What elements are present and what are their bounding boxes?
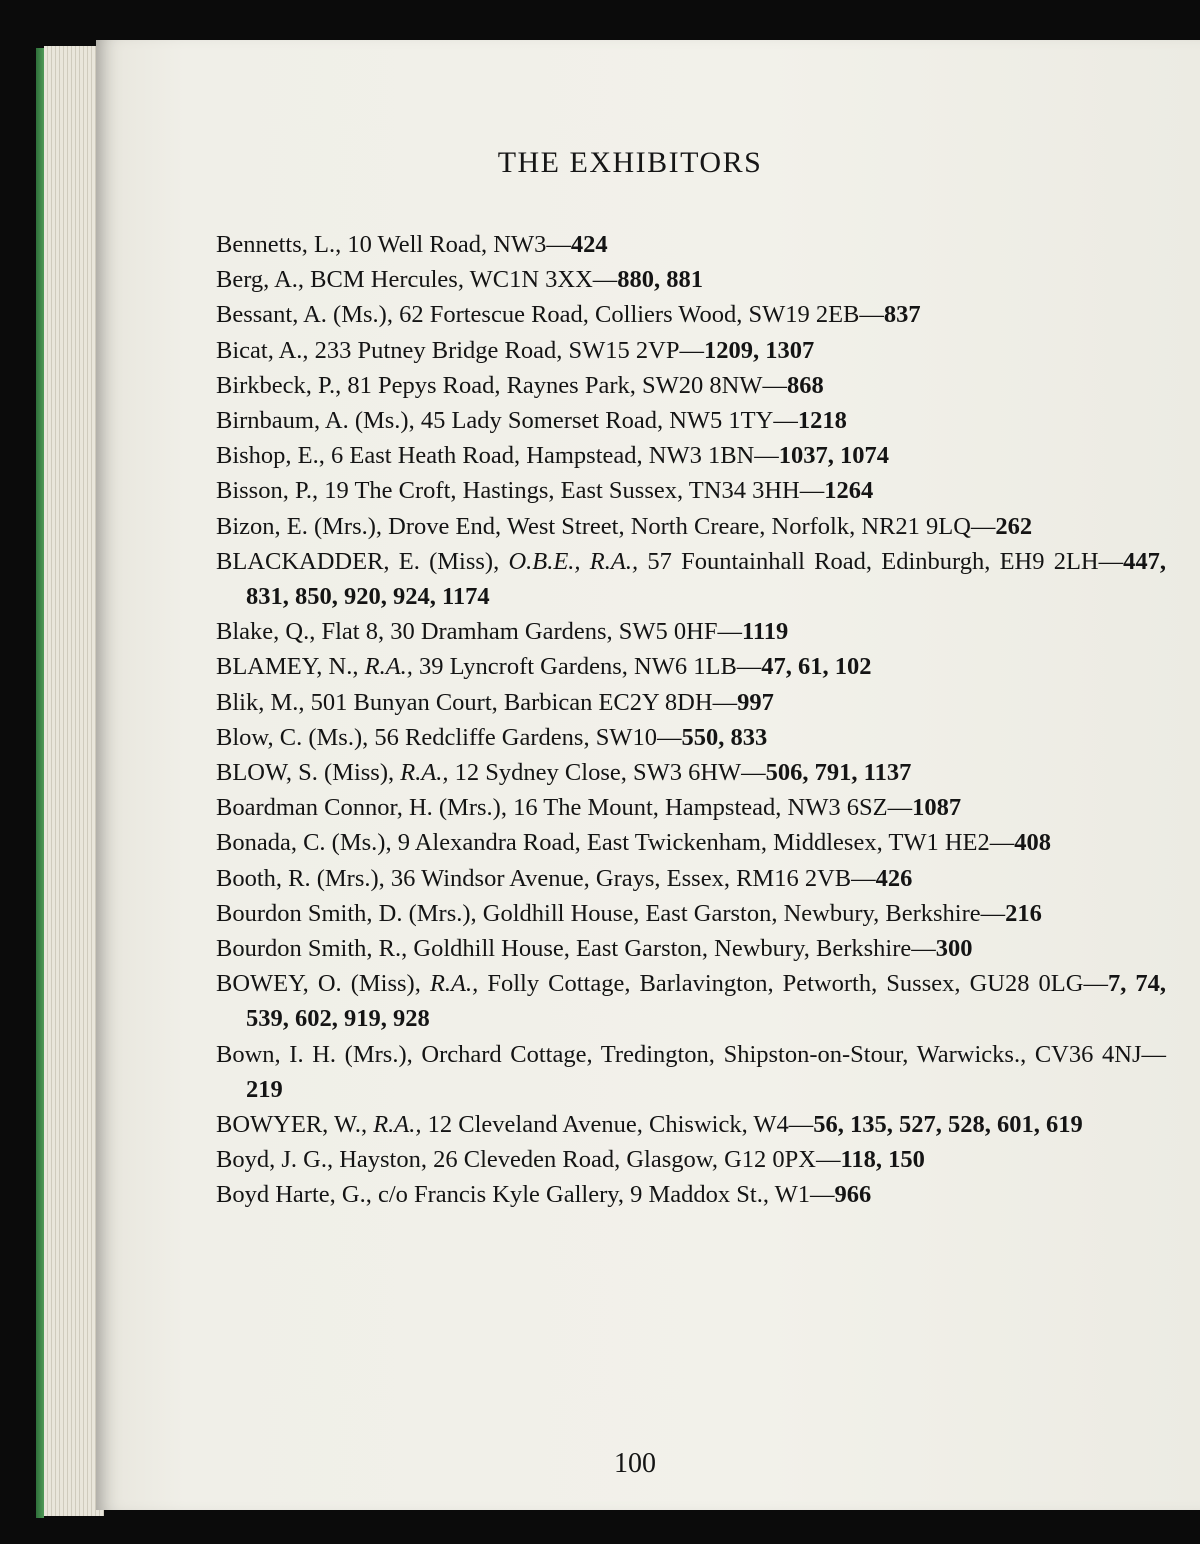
exhibitor-list <box>216 227 1166 1213</box>
catalogue-numbers: 447, 831, 850, 920, 924, 1174 <box>246 547 1166 611</box>
exhibitor-entry: Bicat, A., 233 Putney Bridge Road, SW15 2VP—1209, 1307 <box>216 336 815 364</box>
exhibitor-name: Boyd, J. G. <box>216 1146 327 1174</box>
exhibitor-entry: Bisson, P., 19 The Croft, Hastings, East Sussex, TN34 3HH—1264 <box>216 477 874 505</box>
exhibitor-name: Bessant, A. (Ms.) <box>216 301 387 329</box>
exhibitor-entry: BLOW, S. (Miss), R.A., 12 Sydney Close, SW3 6HW—506, 791, 1137 <box>216 759 912 787</box>
book-cover-edge <box>36 48 44 1518</box>
exhibitor-entry: Booth, R. (Mrs.), 36 Windsor Avenue, Grays, Essex, RM16 2VB—426 <box>216 864 913 892</box>
exhibitor-name: Bisson, P. <box>216 477 313 505</box>
exhibitor-entry: Birkbeck, P., 81 Pepys Road, Raynes Park, SW20 8NW—868 <box>216 371 824 399</box>
exhibitor-address: 62 Fortescue Road, Colliers Wood, SW19 2EB <box>399 301 860 329</box>
exhibitor-address: c/o Francis Kyle Gallery, 9 Maddox St., W1 <box>377 1181 811 1209</box>
exhibitor-name: Boardman Connor, H. (Mrs.) <box>216 794 501 822</box>
exhibitor-name: Bennetts, L. <box>216 231 336 258</box>
exhibitor-honours: O.B.E., R.A., <box>508 547 639 575</box>
exhibitor-name: Bizon, E. (Mrs.) <box>216 512 376 540</box>
catalogue-numbers: 1209, 1307 <box>703 336 815 364</box>
exhibitor-address: 36 Windsor Avenue, Grays, Essex, RM16 2VB <box>390 864 852 892</box>
catalogue-numbers: 219 <box>246 1075 283 1103</box>
catalogue-numbers: 837 <box>883 301 921 329</box>
exhibitor-name: Bown, I. H. (Mrs.) <box>216 1040 407 1068</box>
exhibitor-honours: R.A., <box>373 1111 422 1139</box>
catalogue-numbers: 56, 135, 527, 528, 601, 619 <box>813 1111 1083 1139</box>
exhibitor-entry: Bessant, A. (Ms.), 62 Fortescue Road, Colliers Wood, SW19 2EB—837 <box>216 301 921 329</box>
exhibitor-entry: BOWYER, W., R.A., 12 Cleveland Avenue, Chiswick, W4—56, 135, 527, 528, 601, 619 <box>216 1111 1083 1139</box>
exhibitor-entry: Blik, M., 501 Bunyan Court, Barbican EC2Y 8DH—997 <box>216 688 774 716</box>
exhibitor-name: Bourdon Smith, R. <box>216 935 402 963</box>
exhibitor-name: Berg, A. <box>216 266 298 294</box>
exhibitor-address: Orchard Cottage, Tredington, Shipston-on-Stour, Warwicks., CV36 4NJ <box>421 1040 1142 1068</box>
exhibitor-honours: R.A., <box>429 970 479 998</box>
exhibitor-address: 12 Sydney Close, SW3 6HW <box>454 759 742 787</box>
exhibitor-name: BOWEY, O. (Miss) <box>216 970 415 998</box>
book-page <box>96 40 1200 1510</box>
exhibitor-name: Blik, M. <box>216 688 299 716</box>
catalogue-numbers: 1037, 1074 <box>778 442 889 470</box>
catalogue-numbers: 216 <box>1005 899 1042 927</box>
exhibitor-address: 12 Cleveland Avenue, Chiswick, W4 <box>427 1111 789 1139</box>
exhibitor-entry: Bizon, E. (Mrs.), Drove End, West Street, North Creare, Norfolk, NR21 9LQ—262 <box>216 512 1033 540</box>
catalogue-numbers: 506, 791, 1137 <box>765 759 912 787</box>
exhibitor-name: Blow, C. (Ms.) <box>216 723 363 751</box>
exhibitor-address: Folly Cottage, Barlavington, Petworth, Sussex, GU28 0LG <box>487 970 1084 998</box>
exhibitor-honours: R.A., <box>364 653 413 681</box>
catalogue-numbers: 408 <box>1014 829 1052 857</box>
exhibitor-address: 9 Alexandra Road, East Twickenham, Middlesex, TW1 HE2 <box>397 829 990 857</box>
exhibitor-entry: Birnbaum, A. (Ms.), 45 Lady Somerset Road, NW5 1TY—1218 <box>216 407 847 435</box>
catalogue-numbers: 1218 <box>797 407 847 435</box>
catalogue-numbers: 262 <box>995 512 1033 540</box>
exhibitor-entry: BOWEY, O. (Miss), R.A., Folly Cottage, Barlavington, Petworth, Sussex, GU28 0LG—7, 74, 539, 602, 919, 928 <box>216 970 1167 1033</box>
catalogue-numbers: 300 <box>935 935 973 963</box>
catalogue-numbers: 1087 <box>912 794 962 822</box>
exhibitor-name: Bonada, C. (Ms.) <box>216 829 386 857</box>
exhibitor-entry: BLAMEY, N., R.A., 39 Lyncroft Gardens, NW6 1LB—47, 61, 102 <box>216 653 872 681</box>
exhibitor-address: 39 Lyncroft Gardens, NW6 1LB <box>419 653 737 681</box>
exhibitor-address: Goldhill House, East Garston, Newbury, Berkshire <box>413 935 912 963</box>
exhibitor-name: BOWYER, W. <box>216 1111 361 1139</box>
exhibitor-address: Hayston, 26 Cleveden Road, Glasgow, G12 0PX <box>339 1146 816 1174</box>
exhibitor-entry: BLACKADDER, E. (Miss), O.B.E., R.A., 57 Fountainhall Road, Edinburgh, EH9 2LH—447, 831, 850, 920, 924, 1174 <box>216 547 1166 611</box>
catalogue-numbers: 426 <box>875 864 913 892</box>
exhibitor-name: BLAMEY, N. <box>216 653 353 681</box>
exhibitor-address: 233 Putney Bridge Road, SW15 2VP <box>314 336 680 364</box>
exhibitor-address: 501 Bunyan Court, Barbican EC2Y 8DH <box>310 688 713 716</box>
exhibitor-address: Flat 8, 30 Dramham Gardens, SW5 0HF <box>321 618 718 646</box>
exhibitor-entry: Boyd, J. G., Hayston, 26 Cleveden Road, Glasgow, G12 0PX—118, 150 <box>216 1146 925 1174</box>
exhibitor-name: Boyd Harte, G. <box>216 1181 366 1209</box>
exhibitor-address: 45 Lady Somerset Road, NW5 1TY <box>420 407 774 435</box>
exhibitor-name: Bishop, E. <box>216 442 319 470</box>
exhibitor-address: 57 Fountainhall Road, Edinburgh, EH9 2LH <box>647 547 1099 575</box>
exhibitor-address: 56 Redcliffe Gardens, SW10 <box>374 723 657 751</box>
exhibitor-name: Blake, Q. <box>216 618 310 646</box>
exhibitor-entry: Bennetts, L., 10 Well Road, NW3—424 <box>216 231 608 258</box>
catalogue-numbers: 550, 833 <box>681 723 768 751</box>
catalogue-numbers: 47, 61, 102 <box>761 653 872 681</box>
exhibitor-entry: Bourdon Smith, R., Goldhill House, East Garston, Newbury, Berkshire—300 <box>216 935 973 963</box>
catalogue-numbers: 880, 881 <box>617 266 704 294</box>
exhibitor-address: Goldhill House, East Garston, Newbury, Berkshire <box>482 899 981 927</box>
catalogue-numbers: 997 <box>737 688 774 716</box>
exhibitor-name: BLOW, S. (Miss) <box>216 759 388 787</box>
exhibitor-address: 16 The Mount, Hampstead, NW3 6SZ <box>513 794 888 822</box>
page-number: 100 <box>614 1448 656 1479</box>
exhibitor-name: Bicat, A. <box>216 336 303 364</box>
exhibitor-name: Bourdon Smith, D. (Mrs.) <box>216 899 471 927</box>
exhibitor-entry: Blow, C. (Ms.), 56 Redcliffe Gardens, SW10—550, 833 <box>216 723 768 751</box>
exhibitor-address: BCM Hercules, WC1N 3XX <box>310 266 593 294</box>
exhibitor-address: 81 Pepys Road, Raynes Park, SW20 8NW <box>347 371 763 399</box>
exhibitor-entry: Blake, Q., Flat 8, 30 Dramham Gardens, SW5 0HF—1119 <box>216 618 789 646</box>
catalogue-numbers: 1119 <box>742 618 789 646</box>
catalogue-numbers: 7, 74, 539, 602, 919, 928 <box>246 970 1167 1033</box>
exhibitor-name: Birkbeck, P. <box>216 371 336 399</box>
exhibitor-entry: Bishop, E., 6 East Heath Road, Hampstead, NW3 1BN—1037, 1074 <box>216 442 889 470</box>
catalogue-numbers: 966 <box>834 1181 872 1209</box>
catalogue-numbers: 868 <box>786 371 824 399</box>
exhibitor-address: Drove End, West Street, North Creare, Norfolk, NR21 9LQ <box>388 512 971 540</box>
page-title: THE EXHIBITORS <box>497 146 763 179</box>
page-stack-edge <box>44 46 104 1516</box>
exhibitor-name: Booth, R. (Mrs.) <box>216 864 379 892</box>
exhibitor-entry: Boardman Connor, H. (Mrs.), 16 The Mount, Hampstead, NW3 6SZ—1087 <box>216 794 962 822</box>
catalogue-numbers: 1264 <box>824 477 874 505</box>
catalogue-numbers: 118, 150 <box>840 1146 925 1174</box>
exhibitor-name: Birnbaum, A. (Ms.) <box>216 407 409 435</box>
exhibitor-entry: Berg, A., BCM Hercules, WC1N 3XX—880, 881 <box>216 266 704 294</box>
catalogue-numbers: 424 <box>570 231 608 258</box>
exhibitor-address: 6 East Heath Road, Hampstead, NW3 1BN <box>331 442 755 470</box>
exhibitor-entry: Bown, I. H. (Mrs.), Orchard Cottage, Tredington, Shipston-on-Stour, Warwicks., CV36 4NJ—219 <box>216 1040 1166 1103</box>
exhibitor-entry: Boyd Harte, G., c/o Francis Kyle Gallery, 9 Maddox St., W1—966 <box>216 1181 872 1209</box>
exhibitor-address: 10 Well Road, NW3 <box>347 231 547 258</box>
exhibitor-address: 19 The Croft, Hastings, East Sussex, TN34 3HH <box>324 477 800 505</box>
exhibitor-entry: Bourdon Smith, D. (Mrs.), Goldhill House, East Garston, Newbury, Berkshire—216 <box>216 899 1042 927</box>
exhibitor-honours: R.A., <box>400 759 449 787</box>
exhibitor-name: BLACKADDER, E. (Miss) <box>216 547 494 575</box>
exhibitor-entry: Bonada, C. (Ms.), 9 Alexandra Road, East Twickenham, Middlesex, TW1 HE2—408 <box>216 829 1052 857</box>
